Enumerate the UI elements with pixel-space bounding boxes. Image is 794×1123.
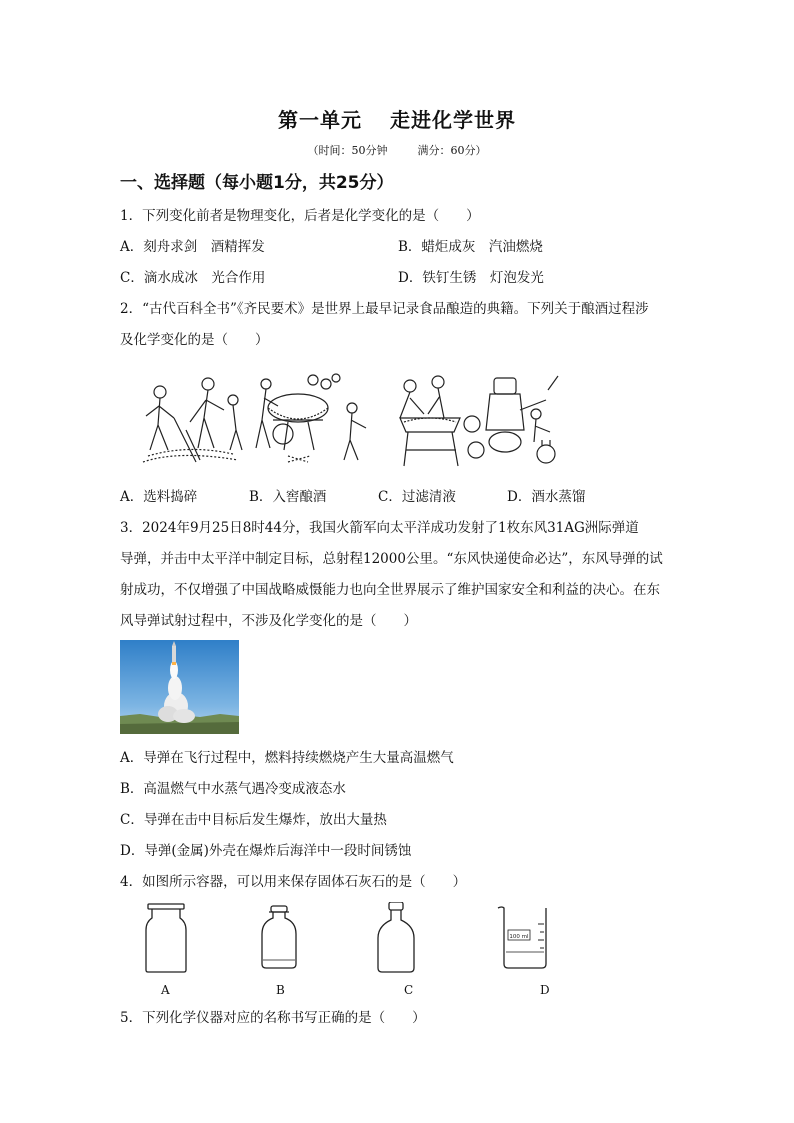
- q5-stem: 5．下列化学仪器对应的名称书写正确的是（ ）: [120, 1010, 426, 1026]
- wide-mouth-bottle-icon: [146, 904, 186, 972]
- q1-option-c: C．滴水成冰 光合作用: [120, 270, 266, 286]
- exam-info: [0, 142, 794, 158]
- narrow-mouth-bottle-icon: [378, 902, 414, 972]
- full-score: 满分：60分）: [417, 144, 487, 157]
- q1-option-a: A．刻舟求剑 酒精挥发: [120, 239, 265, 255]
- q2-stem-line2: 及化学变化的是（ ）: [120, 332, 269, 348]
- scene-select-crush: [143, 378, 242, 462]
- q1-option-d: D．铁钉生锈 灯泡发光: [398, 270, 544, 286]
- title-topic: 走进化学世界: [390, 108, 516, 132]
- q4-label-d: D: [540, 983, 550, 997]
- wine-making-illustration: [138, 370, 562, 470]
- container-figures: [140, 902, 560, 976]
- q3-line1: 3．2024年9月25日8时44分，我国火箭军向太平洋成功发射了1枚东风31AG洲际弹道: [120, 520, 639, 536]
- q1-stem: 1．下列变化前者是物理变化，后者是化学变化的是（ ）: [120, 208, 480, 224]
- q4-label-c: C: [404, 983, 414, 997]
- section-heading: 一、选择题（每小题1分，共25分）: [120, 173, 394, 193]
- q3-line4: 风导弹试射过程中，不涉及化学变化的是（ ）: [120, 613, 417, 629]
- title-unit: 第一单元: [278, 108, 362, 132]
- q1-option-b: B．蜡炬成灰 汽油燃烧: [398, 239, 543, 255]
- q3-line2: 导弹，并击中太平洋中制定目标，总射程12000公里。“东风快递使命必达”，东风导弹的试: [120, 551, 663, 567]
- q4-stem: 4．如图所示容器，可以用来保存固体石灰石的是（ ）: [120, 874, 467, 890]
- page-title: [0, 104, 794, 133]
- q2-stem-line1: 2．“古代百科全书”《齐民要术》是世界上最早记录食品酿造的典籍。下列关于酿酒过程涉: [120, 301, 649, 317]
- q3-option-b: B．高温燃气中水蒸气遇冷变成液态水: [120, 781, 346, 797]
- q3-option-c: C．导弹在击中目标后发生爆炸，放出大量热: [120, 812, 387, 828]
- q2-option-a: A．选料捣碎: [120, 489, 198, 505]
- q3-option-a: A．导弹在飞行过程中，燃料持续燃烧产生大量高温燃气: [120, 750, 454, 766]
- q3-line3: 射成功，不仅增强了中国战略威慑能力也向全世界展示了维护国家安全和利益的决心。在东: [120, 582, 660, 598]
- scene-filtering: [400, 376, 460, 466]
- scene-distilling: [464, 376, 558, 463]
- q4-label-b: B: [276, 983, 285, 997]
- missile-launch-photo: [120, 640, 239, 734]
- q2-option-c: C．过滤清液: [378, 489, 456, 505]
- q2-option-b: B．入窖酿酒: [249, 489, 327, 505]
- reagent-bottle-icon: [262, 906, 296, 968]
- time-limit: （时间：50分钟: [307, 144, 388, 157]
- q3-option-d: D．导弹(金属)外壳在爆炸后海洋中一段时间锈蚀: [120, 843, 412, 859]
- q2-option-d: D．酒水蒸馏: [507, 489, 586, 505]
- beaker-mark: 100 ml: [509, 934, 529, 940]
- scene-cellar-ferment: [256, 374, 366, 462]
- q4-label-a: A: [161, 983, 170, 997]
